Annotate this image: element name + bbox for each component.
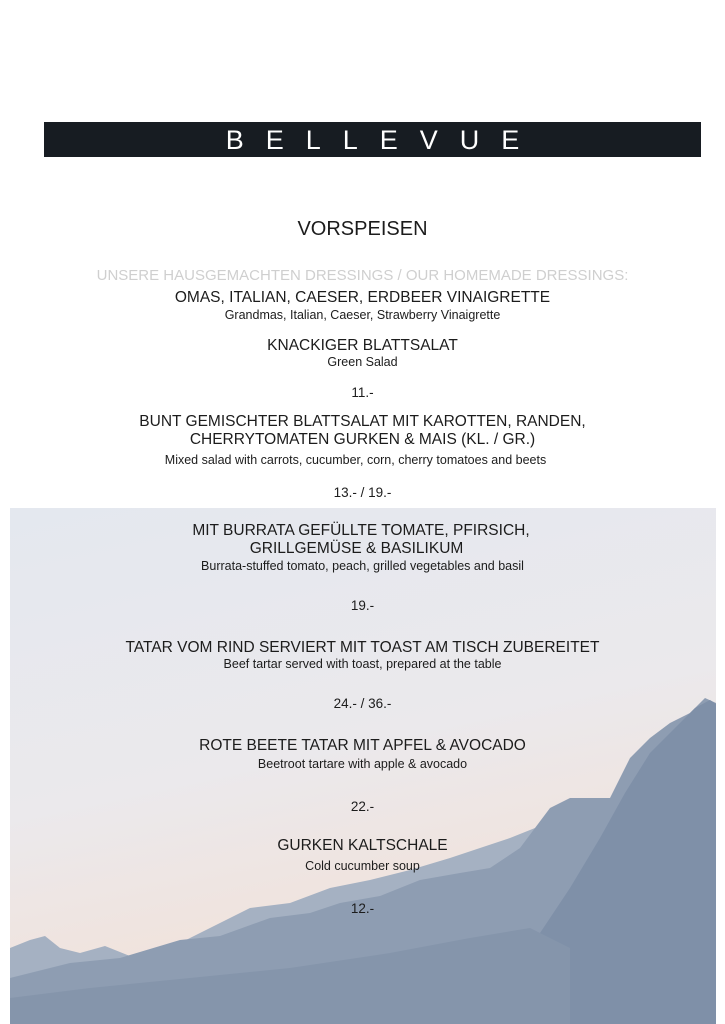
item-name: ROTE BEETE TATAR MIT APFEL & AVOCADO [199,737,526,754]
dressings-de: OMAS, ITALIAN, CAESER, ERDBEER VINAIGRETTE [174,289,551,306]
item-description: Cold cucumber soup [305,859,420,873]
item-name: KNACKIGER BLATTSALAT [267,337,458,354]
brand-header-bar [44,122,701,157]
dressings-heading: UNSERE HAUSGEMACHTEN DRESSINGS / OUR HOMEMADE DRESSINGS: [96,267,629,284]
item-name-line2: CHERRYTOMATEN GURKEN & MAIS (KL. / GR.) [189,431,536,448]
item-description: Green Salad [327,355,398,369]
item-name: GURKEN KALTSCHALE [277,837,448,854]
item-price: 11.- [351,385,374,400]
section-title: VORSPEISEN [297,218,428,240]
item-name-line2: GRILLGEMÜSE & BASILIKUM [249,540,464,557]
item-price: 12.- [350,901,375,916]
item-description: Burrata-stuffed tomato, peach, grilled vegetables and basil [201,559,524,573]
item-price: 24.- / 36.- [333,696,392,711]
item-price: 22.- [350,799,375,814]
dressings-en: Grandmas, Italian, Caeser, Strawberry Vinaigrette [224,308,501,322]
item-price: 13.- / 19.- [333,485,392,500]
item-name: BUNT GEMISCHTER BLATTSALAT MIT KAROTTEN, RANDEN, [139,413,586,430]
item-price: 19.- [350,598,375,613]
item-description: Mixed salad with carrots, cucumber, corn, cherry tomatoes and beets [164,453,547,467]
item-name: MIT BURRATA GEFÜLLTE TOMATE, PFIRSICH, [192,522,530,539]
item-description: Beetroot tartare with apple & avocado [257,757,468,771]
brand-title: BELLEVUE [225,125,542,155]
item-description: Beef tartar served with toast, prepared at the table [223,657,502,671]
item-name: TATAR VOM RIND SERVIERT MIT TOAST AM TISCH ZUBEREITET [125,639,600,656]
